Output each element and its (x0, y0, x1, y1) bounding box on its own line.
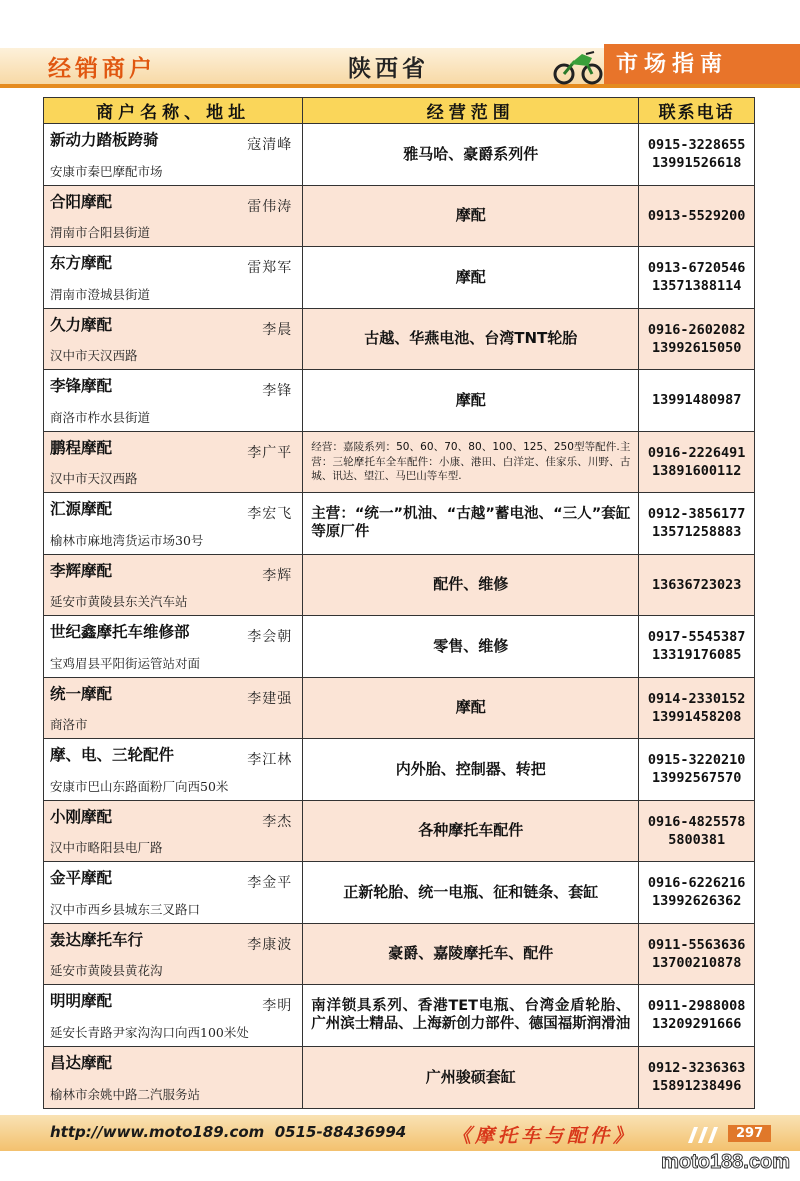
decorative-stripes (688, 1127, 724, 1143)
dealer-address: 商洛市 (50, 717, 88, 732)
dealer-address: 安康市巴山东路面粉厂向西50米 (50, 778, 229, 794)
contact-person: 李杰 (262, 813, 293, 830)
dealer-name: 摩、电、三轮配件 (50, 746, 175, 764)
phone-number: 0916-4825578 (647, 813, 746, 830)
contact-person: 李江林 (247, 752, 293, 768)
section-title: 经销商户 (48, 55, 156, 82)
phone-cell (639, 739, 754, 800)
dealer-cell (44, 493, 303, 554)
dealer-cell (44, 616, 303, 677)
business-scope: 古越、华燕电池、台湾TNT轮胎 (303, 309, 639, 370)
table-row (44, 432, 754, 494)
contact-person: 雷郑军 (247, 260, 293, 276)
phone-number: 13571258883 (651, 524, 742, 541)
dealer-cell (44, 1047, 303, 1109)
dealer-name: 李辉摩配 (50, 561, 113, 580)
phone-number: 0911-2988008 (647, 998, 746, 1015)
business-scope: 正新轮胎、统一电瓶、征和链条、套缸 (303, 862, 639, 923)
dealer-address: 延安长青路尹家沟沟口向西100米处 (50, 1024, 249, 1040)
dealer-name: 新动力踏板跨骑 (50, 131, 159, 149)
magazine-title: 《摩托车与配件》 (452, 1125, 637, 1147)
table-row (44, 309, 754, 371)
business-scope: 摩配 (303, 186, 639, 247)
phone-cell (639, 985, 754, 1046)
contact-person: 李会朝 (247, 629, 293, 645)
dealer-address: 渭南市合阳县街道 (50, 225, 151, 240)
page-number: 297 (728, 1125, 771, 1142)
phone-number: 13209291666 (651, 1016, 742, 1033)
table-row (44, 370, 754, 432)
page-header (0, 0, 800, 92)
contact-person: 李建强 (247, 690, 293, 707)
dealer-name: 统一摩配 (50, 684, 113, 703)
phone-number: 13991526618 (651, 155, 742, 172)
contact-person: 李宏飞 (247, 506, 293, 522)
dealer-cell (44, 801, 303, 862)
phone-cell (639, 555, 754, 616)
dealer-name: 东方摩配 (50, 254, 113, 272)
phone-number: 0912-3856177 (647, 506, 746, 523)
table-row (44, 186, 754, 248)
dealer-name: 合阳摩配 (50, 192, 113, 211)
phone-number: 0917-5545387 (647, 629, 746, 646)
phone-number: 15891238496 (651, 1078, 742, 1095)
phone-number: 13319176085 (651, 647, 742, 664)
phone-cell (639, 309, 754, 370)
contact-person: 雷伟涛 (247, 198, 293, 215)
column-header-business: 经营范围 (303, 98, 639, 123)
dealer-name: 轰达摩托车行 (50, 930, 144, 949)
contact-person: 李金平 (247, 875, 293, 891)
dealer-cell (44, 555, 303, 616)
phone-number: 0915-3228655 (647, 137, 746, 154)
phone-number: 0913-6720546 (647, 260, 746, 277)
dealer-cell (44, 678, 303, 739)
dealer-address: 延安市黄陵县黄花沟 (50, 963, 163, 978)
dealer-cell (44, 124, 303, 185)
business-scope: 摩配 (303, 678, 639, 739)
table-row (44, 616, 754, 678)
table-row (44, 862, 754, 924)
dealer-cell (44, 985, 303, 1046)
table-body (44, 124, 754, 1108)
phone-number: 0914-2330152 (647, 690, 746, 707)
table-row (44, 924, 754, 986)
dealer-name: 久力摩配 (50, 315, 113, 334)
business-scope: 南洋锁具系列、香港TET电瓶、台湾金盾轮胎、广州滨士精品、上海新创力部件、德国福斯润滑油 (303, 985, 639, 1046)
table-row (44, 739, 754, 801)
table-row (44, 1047, 754, 1109)
dealer-cell (44, 739, 303, 800)
contact-person: 李辉 (262, 567, 293, 584)
phone-number: 0913-5529200 (647, 207, 746, 224)
dealer-cell (44, 247, 303, 308)
dealer-address: 榆林市余姚中路二汽服务站 (50, 1087, 201, 1102)
phone-number: 13992626362 (651, 893, 742, 910)
phone-number: 13891600112 (651, 462, 742, 479)
dealer-cell (44, 309, 303, 370)
market-guide-title: 市场指南 (604, 44, 800, 84)
business-scope: 配件、维修 (303, 555, 639, 616)
phone-number: 5800381 (668, 831, 726, 848)
phone-cell (639, 801, 754, 862)
phone-cell (639, 432, 754, 493)
phone-cell (639, 1047, 754, 1109)
phone-number: 13992567570 (651, 770, 742, 787)
dealer-address: 渭南市澄城县街道 (50, 286, 151, 302)
dealer-name: 汇源摩配 (50, 500, 113, 518)
business-scope: 豪爵、嘉陵摩托车、配件 (303, 924, 639, 985)
dealer-cell (44, 186, 303, 247)
business-scope: 经营：嘉陵系列：50、60、70、80、100、125、250型等配件.主营：三轮摩托车全车配件：小康、港田、白洋定、佳家乐、川野、古城、讯达、望江、马巴山等车型. (303, 432, 639, 493)
business-scope: 摩配 (303, 370, 639, 431)
dealer-name: 金平摩配 (50, 869, 113, 887)
phone-cell (639, 616, 754, 677)
business-scope: 广州骏硕套缸 (303, 1047, 639, 1109)
dealer-name: 李锋摩配 (50, 377, 113, 395)
dealer-address: 汉中市略阳县电厂路 (50, 840, 163, 855)
dealer-cell (44, 862, 303, 923)
phone-number: 0911-5563636 (647, 936, 746, 953)
table-row (44, 124, 754, 186)
province-title: 陕西省 (348, 55, 429, 82)
contact-person: 李晨 (262, 321, 293, 338)
business-scope: 摩配 (303, 247, 639, 308)
phone-number: 0916-6226216 (647, 875, 746, 892)
dealer-address: 安康市秦巴摩配市场 (50, 163, 163, 179)
dealer-address: 汉中市天汉西路 (50, 348, 138, 363)
phone-number: 0915-3220210 (647, 752, 746, 769)
dealer-cell (44, 432, 303, 493)
phone-cell (639, 370, 754, 431)
phone-cell (639, 124, 754, 185)
phone-number: 13636723023 (651, 576, 742, 593)
dealer-table (43, 97, 755, 1109)
footer-phone: 0515-88436994 (274, 1123, 407, 1141)
header-rule (0, 84, 800, 88)
phone-number: 0916-2602082 (647, 321, 746, 338)
table-row (44, 801, 754, 863)
contact-person: 李康波 (247, 936, 293, 953)
dealer-address: 商洛市柞水县街道 (50, 409, 151, 425)
phone-cell (639, 924, 754, 985)
column-header-name: 商户名称、地址 (44, 98, 303, 123)
dealer-name: 世纪鑫摩托车维修部 (50, 623, 190, 641)
contact-person: 寇清峰 (247, 137, 293, 153)
dealer-name: 小刚摩配 (50, 807, 113, 826)
table-row (44, 493, 754, 555)
contact-person: 李锋 (262, 383, 293, 399)
table-row (44, 678, 754, 740)
table-header (44, 98, 754, 124)
watermark: moto188.com (661, 1151, 790, 1173)
contact-person: 李广平 (247, 444, 293, 461)
table-row (44, 247, 754, 309)
footer-url[interactable]: http://www.moto189.com (50, 1123, 265, 1141)
dealer-address: 延安市黄陵县东关汽车站 (50, 594, 188, 609)
dealer-cell (44, 924, 303, 985)
table-row (44, 985, 754, 1047)
phone-number: 0916-2226491 (647, 444, 746, 461)
column-header-phone: 联系电话 (658, 103, 735, 123)
dealer-name: 鹏程摩配 (50, 438, 113, 457)
phone-cell (639, 247, 754, 308)
business-scope: 内外胎、控制器、转把 (303, 739, 639, 800)
phone-cell (639, 493, 754, 554)
phone-cell (639, 862, 754, 923)
business-scope: 主营：“统一”机油、“古越”蓄电池、“三人”套缸等原厂件 (303, 493, 639, 554)
phone-number: 13571388114 (651, 278, 742, 295)
phone-cell (639, 678, 754, 739)
phone-number: 13992615050 (651, 339, 742, 356)
dealer-name: 明明摩配 (50, 992, 113, 1010)
motorcycle-icon (552, 44, 604, 86)
business-scope: 零售、维修 (303, 616, 639, 677)
contact-person: 李明 (262, 998, 293, 1014)
phone-number: 13991458208 (651, 708, 742, 725)
dealer-address: 汉中市天汉西路 (50, 471, 138, 486)
phone-number: 0912-3236363 (647, 1060, 746, 1077)
phone-number: 13700210878 (651, 954, 742, 971)
phone-cell (639, 186, 754, 247)
dealer-address: 汉中市西乡县城东三叉路口 (50, 901, 201, 917)
business-scope: 各种摩托车配件 (303, 801, 639, 862)
page-footer (0, 1103, 800, 1181)
business-scope: 雅马哈、豪爵系列件 (303, 124, 639, 185)
dealer-address: 宝鸡眉县平阳街运管站对面 (50, 655, 201, 671)
table-row (44, 555, 754, 617)
dealer-cell (44, 370, 303, 431)
phone-number: 13991480987 (651, 392, 742, 409)
footer-contact (50, 1123, 406, 1141)
dealer-address: 榆林市麻地湾货运市场30号 (50, 532, 204, 548)
dealer-name: 昌达摩配 (50, 1053, 113, 1072)
